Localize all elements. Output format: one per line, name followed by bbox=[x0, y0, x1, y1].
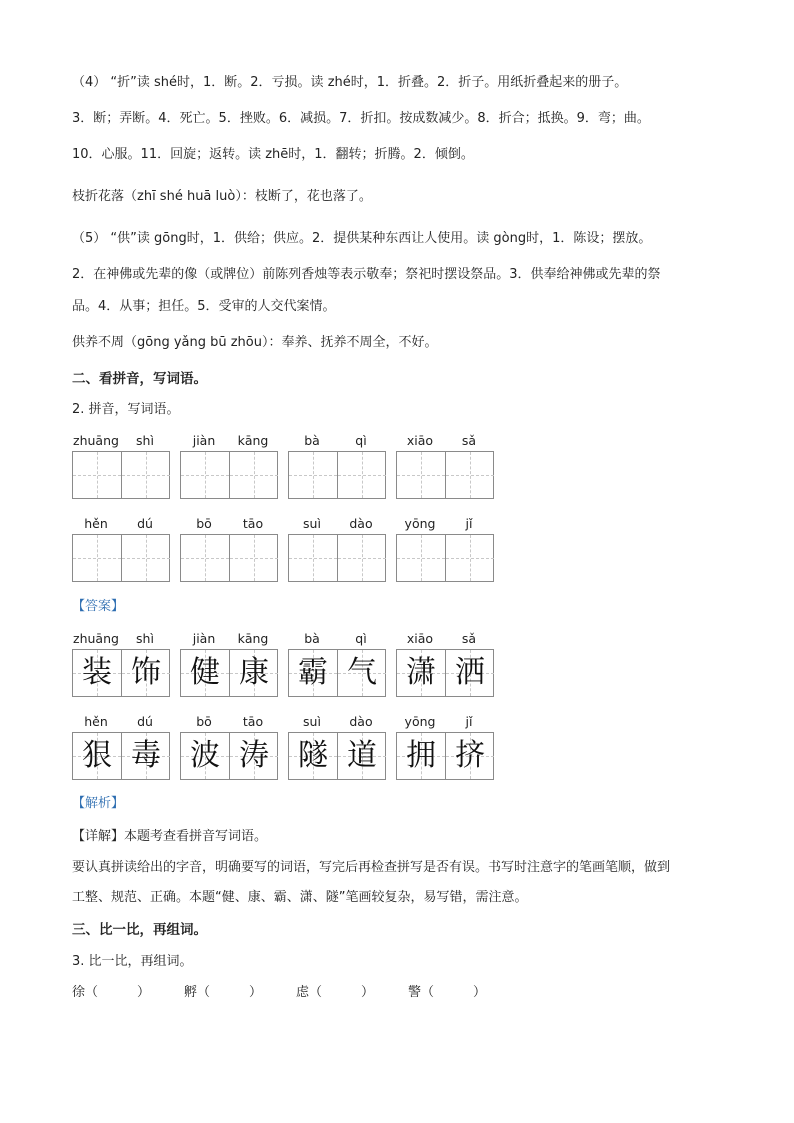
pinyin-label: jiàn bbox=[192, 631, 216, 646]
pinyin-label: zhuāng bbox=[73, 631, 119, 646]
character-box-pair[interactable] bbox=[288, 451, 386, 499]
character-cell[interactable] bbox=[122, 535, 170, 581]
question-title: 2. 拼音，写词语。 bbox=[72, 402, 180, 417]
character-cell[interactable] bbox=[181, 452, 230, 498]
text-line: 3．断；弄断。4．死亡。5．挫败。6．减损。7．折扣。按成数减少。8．折合；抵换。9．弯；曲。 bbox=[72, 111, 650, 126]
character-box-pair[interactable] bbox=[396, 534, 494, 582]
character-box-pair bbox=[288, 732, 386, 780]
pinyin-label: xiāo bbox=[406, 631, 434, 646]
guide-line bbox=[181, 475, 229, 476]
character-cell bbox=[338, 733, 386, 779]
guide-line bbox=[446, 558, 494, 559]
answer-character: 洒 bbox=[455, 655, 485, 690]
character-box-pair[interactable] bbox=[288, 534, 386, 582]
character-cell bbox=[230, 733, 278, 779]
pinyin-label: shì bbox=[136, 631, 154, 646]
character-cell[interactable] bbox=[230, 535, 278, 581]
character-cell bbox=[73, 650, 122, 696]
guide-line bbox=[397, 558, 445, 559]
character-cell[interactable] bbox=[181, 535, 230, 581]
character-box-pair bbox=[180, 732, 278, 780]
pinyin-label: bō bbox=[196, 714, 212, 729]
analysis-tag: 【解析】 bbox=[72, 796, 125, 811]
text-line: 10．心服。11．回旋；返转。读 zhē时，1．翻转；折腾。2．倾倒。 bbox=[72, 147, 474, 162]
character-box-pair bbox=[288, 649, 386, 697]
character-cell[interactable] bbox=[73, 535, 122, 581]
character-cell bbox=[289, 650, 338, 696]
character-cell[interactable] bbox=[338, 535, 386, 581]
pinyin-label: shì bbox=[136, 433, 154, 448]
character-box-pair[interactable] bbox=[180, 451, 278, 499]
answer-character: 康 bbox=[239, 655, 269, 690]
text-line: （5） “供”读 gōng时，1．供给；供应。2．提供某种东西让人使用。读 gòng时，1．陈设；摆放。 bbox=[72, 231, 652, 246]
idiom-line: 供养不周（gōng yǎng bū zhōu）：奉养、抚养不周全，不好。 bbox=[72, 335, 438, 350]
character-cell[interactable] bbox=[230, 452, 278, 498]
character-box-pair bbox=[72, 649, 170, 697]
character-cell[interactable] bbox=[397, 452, 446, 498]
answer-character: 道 bbox=[347, 738, 377, 773]
idiom-line: 枝折花落（zhī shé huā luò）：枝断了，花也落了。 bbox=[72, 189, 372, 204]
explanation-line: 工整、规范、正确。本题“健、康、霸、潇、隧”笔画较复杂，易写错，需注意。 bbox=[72, 890, 528, 905]
text-line: 品。4．从事；担任。5．受审的人交代案情。 bbox=[72, 299, 336, 314]
pinyin-label: bà bbox=[304, 433, 320, 448]
pinyin-label: jǐ bbox=[465, 714, 473, 729]
answer-character: 狠 bbox=[82, 738, 112, 773]
character-cell[interactable] bbox=[289, 452, 338, 498]
guide-line bbox=[73, 475, 121, 476]
character-cell[interactable] bbox=[122, 452, 170, 498]
guide-line bbox=[338, 558, 386, 559]
pinyin-label: jǐ bbox=[465, 516, 473, 531]
detail-line: 【详解】本题考查看拼音写词语。 bbox=[72, 829, 268, 844]
answer-character: 毒 bbox=[131, 738, 161, 773]
character-cell bbox=[181, 733, 230, 779]
compare-item: 警（ ） bbox=[408, 985, 487, 1000]
pinyin-label: kāng bbox=[237, 433, 269, 448]
pinyin-label: sǎ bbox=[461, 433, 477, 448]
guide-line bbox=[289, 558, 337, 559]
guide-line bbox=[397, 475, 445, 476]
pinyin-label: xiāo bbox=[406, 433, 434, 448]
answer-character: 装 bbox=[82, 655, 112, 690]
answer-character: 霸 bbox=[298, 655, 328, 690]
character-cell[interactable] bbox=[289, 535, 338, 581]
compare-item: 孵（ ） bbox=[184, 985, 263, 1000]
character-cell[interactable] bbox=[338, 452, 386, 498]
answer-character: 隧 bbox=[298, 738, 328, 773]
pinyin-label: tāo bbox=[242, 714, 264, 729]
pinyin-label: zhuāng bbox=[73, 433, 119, 448]
character-cell[interactable] bbox=[446, 452, 494, 498]
guide-line bbox=[73, 558, 121, 559]
text-line: 2．在神佛或先辈的像（或牌位）前陈列香烛等表示敬奉；祭祀时摆设祭品。3．供奉给神佛或先辈的祭 bbox=[72, 267, 661, 282]
character-cell bbox=[122, 733, 170, 779]
guide-line bbox=[338, 475, 386, 476]
guide-line bbox=[230, 475, 278, 476]
pinyin-label: hěn bbox=[84, 516, 108, 531]
pinyin-label: qì bbox=[355, 631, 367, 646]
character-cell bbox=[122, 650, 170, 696]
character-cell bbox=[181, 650, 230, 696]
compare-item: 徐（ ） bbox=[72, 985, 151, 1000]
pinyin-label: dào bbox=[349, 516, 373, 531]
pinyin-label: suì bbox=[303, 516, 321, 531]
character-box-pair bbox=[180, 649, 278, 697]
pinyin-label: sǎ bbox=[461, 631, 477, 646]
character-box-pair bbox=[396, 732, 494, 780]
pinyin-label: dú bbox=[137, 714, 153, 729]
guide-line bbox=[181, 558, 229, 559]
text-line: （4） “折”读 shé时，1．断。2．亏损。读 zhé时，1．折叠。2．折子。用纸折叠起来的册子。 bbox=[72, 75, 628, 90]
character-box-pair[interactable] bbox=[72, 451, 170, 499]
pinyin-label: hěn bbox=[84, 714, 108, 729]
character-cell bbox=[338, 650, 386, 696]
pinyin-label: yōng bbox=[404, 714, 436, 729]
pinyin-label: bō bbox=[196, 516, 212, 531]
character-cell[interactable] bbox=[397, 535, 446, 581]
pinyin-label: suì bbox=[303, 714, 321, 729]
character-cell[interactable] bbox=[446, 535, 494, 581]
pinyin-label: dào bbox=[349, 714, 373, 729]
section-heading: 三、比一比，再组词。 bbox=[72, 922, 207, 938]
character-cell bbox=[230, 650, 278, 696]
character-cell[interactable] bbox=[73, 452, 122, 498]
answer-character: 健 bbox=[190, 655, 220, 690]
answer-character: 潇 bbox=[406, 655, 436, 690]
answer-character: 饰 bbox=[131, 655, 161, 690]
answer-character: 气 bbox=[347, 655, 377, 690]
pinyin-label: qì bbox=[355, 433, 367, 448]
guide-line bbox=[230, 558, 278, 559]
pinyin-label: dú bbox=[137, 516, 153, 531]
guide-line bbox=[289, 475, 337, 476]
character-box-pair[interactable] bbox=[72, 534, 170, 582]
character-cell bbox=[446, 650, 494, 696]
character-cell bbox=[446, 733, 494, 779]
question-title: 3. 比一比，再组词。 bbox=[72, 954, 193, 969]
compare-item: 虑（ ） bbox=[296, 985, 375, 1000]
pinyin-label: tāo bbox=[242, 516, 264, 531]
answer-character: 波 bbox=[190, 738, 220, 773]
answer-character: 挤 bbox=[455, 738, 485, 773]
guide-line bbox=[122, 558, 170, 559]
guide-line bbox=[446, 475, 494, 476]
pinyin-label: jiàn bbox=[192, 433, 216, 448]
character-cell bbox=[397, 733, 446, 779]
pinyin-label: kāng bbox=[237, 631, 269, 646]
answer-character: 涛 bbox=[239, 738, 269, 773]
character-box-pair[interactable] bbox=[396, 451, 494, 499]
character-cell bbox=[289, 733, 338, 779]
character-box-pair bbox=[72, 732, 170, 780]
character-box-pair bbox=[396, 649, 494, 697]
answer-tag: 【答案】 bbox=[72, 599, 125, 614]
pinyin-label: bà bbox=[304, 631, 320, 646]
explanation-line: 要认真拼读给出的字音，明确要写的词语，写完后再检查拼写是否有误。书写时注意字的笔画笔顺，做到 bbox=[72, 860, 671, 875]
pinyin-label: yōng bbox=[404, 516, 436, 531]
guide-line bbox=[122, 475, 170, 476]
answer-character: 拥 bbox=[406, 738, 436, 773]
section-heading: 二、看拼音，写词语。 bbox=[72, 371, 207, 387]
character-cell bbox=[397, 650, 446, 696]
character-box-pair[interactable] bbox=[180, 534, 278, 582]
character-cell bbox=[73, 733, 122, 779]
